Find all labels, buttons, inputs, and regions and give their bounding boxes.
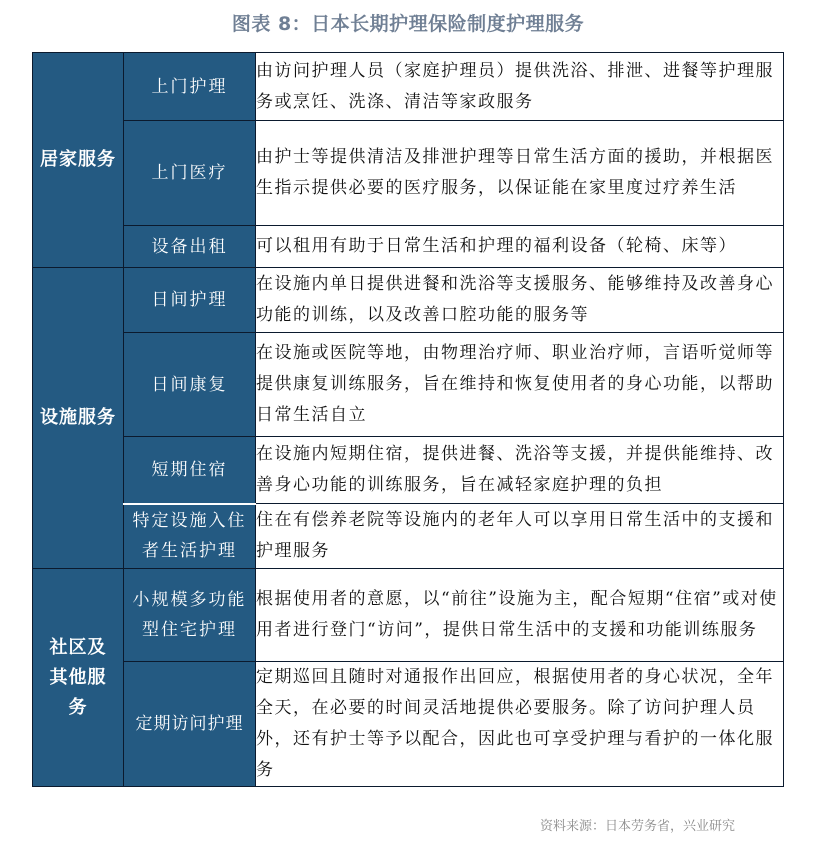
services-table [32,52,784,787]
description-cell: 住在有偿养老院等设施内的老年人可以享用日常生活中的支援和护理服务 [256,504,784,569]
service-cell [124,569,256,662]
service-cell: 日间护理 [124,268,256,333]
description-cell: 根据使用者的意愿，以“前往”设施为主，配合短期“住宿”或对使用者进行登门“访问”，提供日常生活中的支援和功能训练服务 [256,569,784,662]
category-cell-community [33,569,124,787]
category-cell-facility: 设施服务 [33,268,124,569]
service-cell: 设备出租 [124,226,256,268]
category-label: 社区及其他服务 [49,636,107,718]
service-cell: 特定设施入住者生活护理 [124,504,256,569]
service-cell: 定期访问护理 [124,662,256,787]
description-cell: 由护士等提供清洁及排泄护理等日常生活方面的援助，并根据医生指示提供必要的医疗服务，以保证能在家里度过疗养生活 [256,121,784,226]
description-cell: 在设施或医院等地，由物理治疗师、职业治疗师，言语听觉师等提供康复训练服务，旨在维持和恢复使用者的身心功能，以帮助日常生活自立 [256,333,784,437]
table-row [33,53,784,121]
table-row [33,268,784,333]
category-cell-home: 居家服务 [33,53,124,268]
table-row [33,333,784,437]
service-label: 小规模多功能型住宅护理 [132,590,247,640]
table-row [33,121,784,226]
description-cell: 可以租用有助于日常生活和护理的福利设备（轮椅、床等） [256,226,784,268]
service-cell: 上门医疗 [124,121,256,226]
table-row [33,569,784,662]
source-note: 资料来源：日本劳务省，兴业研究 [540,819,736,834]
figure-title: 图表 8：日本长期护理保险制度护理服务 [231,13,585,35]
table-row [33,504,784,569]
description-cell: 在设施内短期住宿，提供进餐、洗浴等支援，并提供能维持、改善身心功能的训练服务，旨在减轻家庭护理的负担 [256,437,784,504]
description-cell: 在设施内单日提供进餐和洗浴等支援服务、能够维持及改善身心功能的训练，以及改善口腔功能的服务等 [256,268,784,333]
table-row [33,437,784,504]
table-row [33,226,784,268]
description-cell: 由访问护理人员（家庭护理员）提供洗浴、排泄、进餐等护理服务或烹饪、洗涤、清洁等家政服务 [256,53,784,121]
service-cell: 短期住宿 [124,437,256,504]
service-cell: 日间康复 [124,333,256,437]
service-cell: 上门护理 [124,53,256,121]
description-cell: 定期巡回且随时对通报作出回应，根据使用者的身心状况，全年全天，在必要的时间灵活地提供必要服务。除了访问护理人员外，还有护士等予以配合，因此也可享受护理与看护的一体化服务 [256,662,784,787]
table-row [33,662,784,787]
